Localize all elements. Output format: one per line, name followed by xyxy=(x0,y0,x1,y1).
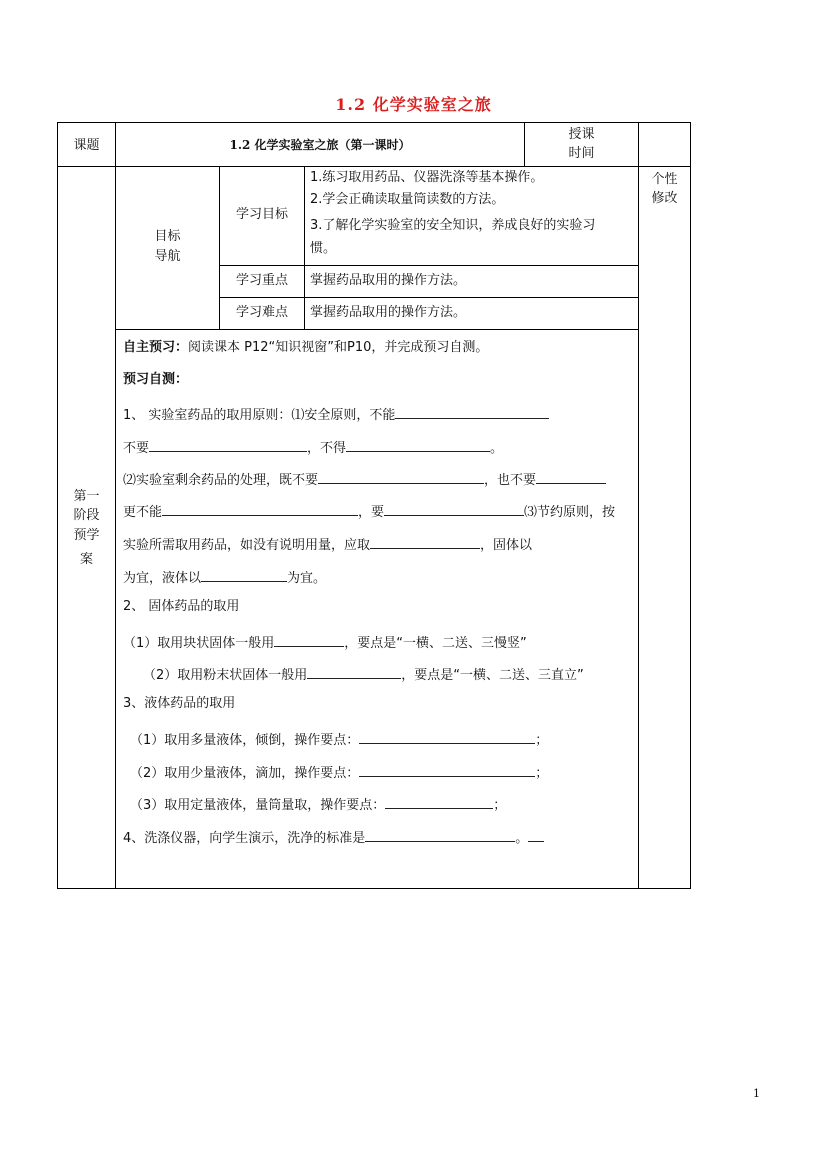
answer-blank-6[interactable] xyxy=(162,501,358,516)
answer-blank-3[interactable] xyxy=(346,437,490,452)
q3-1-semicolon: ； xyxy=(535,733,549,748)
q1-line-c xyxy=(123,469,606,489)
nav-label-line2: 导航 xyxy=(154,249,181,264)
answer-blank-2[interactable] xyxy=(149,437,307,452)
q1-text-e1: 实验所需取用药品，如没有说明用量，应取 xyxy=(123,538,371,553)
personal-label-line2: 修改 xyxy=(651,191,678,206)
intro-heading: 自主预习： xyxy=(123,340,189,355)
answer-blank-11[interactable] xyxy=(307,664,401,679)
intro-text: 阅读课本 P12“知识视窗”和P10，并完成预习自测。 xyxy=(188,340,489,355)
goal-item-3-cont: 惯。 xyxy=(310,241,337,256)
q2-2-text-b: ，要点是“一横、二送、三直立” xyxy=(401,668,584,683)
q1-text-a: 1、 实验室药品的取用原则：⑴安全原则，不能 xyxy=(123,408,396,423)
answer-blank-4[interactable] xyxy=(318,469,484,484)
q2-1-text-a: （1）取用块状固体一般用 xyxy=(123,636,275,651)
q1-line-d xyxy=(123,501,615,521)
time-label-line1: 授课 xyxy=(568,127,595,142)
stage-label-line4: 案 xyxy=(79,552,93,567)
q3-item-2 xyxy=(130,762,548,782)
q3-item-3 xyxy=(130,794,506,814)
goal-item-3: 3.了解化学实验室的安全知识，养成良好的实验习 xyxy=(310,218,596,233)
answer-blank-13[interactable] xyxy=(359,762,535,777)
answer-blank-5[interactable] xyxy=(536,469,606,484)
goal-item-1: 1.练习取用药品、仪器洗涤等基本操作。 xyxy=(310,170,544,185)
q1-text-b1: 不要 xyxy=(123,441,150,456)
q4-period: 。 xyxy=(515,831,529,846)
goal-item-2: 2.学会正确读取量筒读数的方法。 xyxy=(310,192,505,207)
focus-label: 学习重点 xyxy=(235,273,288,288)
q2-item-2 xyxy=(143,664,584,684)
q3-3-text: （3）取用定量液体，量筒量取，操作要点： xyxy=(130,798,386,813)
goal-label: 学习目标 xyxy=(235,207,288,222)
intro-line xyxy=(123,340,488,356)
q1-text-d1: 更不能 xyxy=(123,505,163,520)
q1-text-f1: 为宜，液体以 xyxy=(123,571,202,586)
q2-item-1 xyxy=(123,632,527,652)
q1-text-f2: 为宜。 xyxy=(287,571,327,586)
answer-blank-9[interactable] xyxy=(201,567,287,582)
answer-blank-12[interactable] xyxy=(359,729,535,744)
stage-label-line2: 阶段 xyxy=(73,508,100,523)
stage-label-line3: 预学 xyxy=(73,528,100,543)
answer-blank-10[interactable] xyxy=(274,632,344,647)
q1-text-b3: 。 xyxy=(490,441,504,456)
q1-text-c2: ，也不要 xyxy=(484,473,537,488)
answer-blank-7[interactable] xyxy=(384,501,524,516)
q4-line xyxy=(123,827,544,847)
q2-1-text-b: ，要点是“一横、二送、三慢竖” xyxy=(344,636,527,651)
answer-blank-15-tail xyxy=(528,827,544,842)
q1-text-e2: ，固体以 xyxy=(480,538,533,553)
document-title: 1.2 化学实验室之旅 xyxy=(335,95,492,114)
q1-text-d2: ，要 xyxy=(358,505,385,520)
nav-label-line1: 目标 xyxy=(154,229,181,244)
q2-2-text-a: （2）取用粉末状固体一般用 xyxy=(143,668,308,683)
q3-item-1 xyxy=(130,729,548,749)
test-heading: 预习自测： xyxy=(123,372,189,387)
q3-2-semicolon: ； xyxy=(535,766,549,781)
personal-label-line1: 个性 xyxy=(651,172,678,187)
stage-label-line1: 第一 xyxy=(73,489,100,504)
focus-value: 掌握药品取用的操作方法。 xyxy=(310,273,467,288)
q4-text: 4、洗涤仪器，向学生演示，洗净的标准是 xyxy=(123,831,366,846)
q1-text-c1: ⑵实验室剩余药品的处理，既不要 xyxy=(123,473,319,488)
topic-label: 课题 xyxy=(73,138,100,153)
difficulty-value: 掌握药品取用的操作方法。 xyxy=(310,305,467,320)
q1-line-f xyxy=(123,567,326,587)
difficulty-label: 学习难点 xyxy=(235,305,288,320)
answer-blank-1[interactable] xyxy=(395,404,549,419)
topic-value: 1.2 化学实验室之旅（第一课时） xyxy=(229,138,411,152)
answer-blank-8[interactable] xyxy=(370,534,480,549)
q3-3-semicolon: ； xyxy=(493,798,507,813)
page-number: 1 xyxy=(753,1087,760,1100)
q2-heading: 2、 固体药品的取用 xyxy=(123,599,240,614)
q3-2-text: （2）取用少量液体，滴加，操作要点： xyxy=(130,766,360,781)
answer-blank-15[interactable] xyxy=(365,827,515,842)
q1-line-b xyxy=(123,437,503,457)
q1-text-b2: ，不得 xyxy=(307,441,347,456)
q3-1-text: （1）取用多量液体，倾倒，操作要点： xyxy=(130,733,360,748)
q1-line-a xyxy=(123,404,549,424)
q1-line-e xyxy=(123,534,532,554)
answer-blank-14[interactable] xyxy=(385,794,493,809)
time-label-line2: 时间 xyxy=(568,146,595,161)
q3-heading: 3、液体药品的取用 xyxy=(123,696,236,711)
q1-text-d3: ⑶节约原则，按 xyxy=(524,505,616,520)
